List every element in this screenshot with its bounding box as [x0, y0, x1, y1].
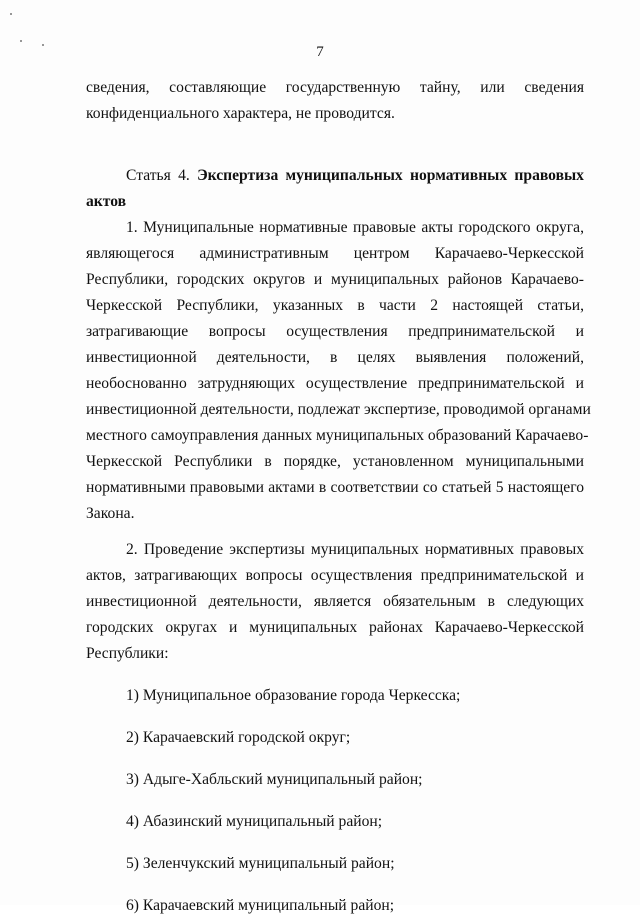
text-line: необоснованно затрудняющих осуществление предпринимательской и: [86, 375, 584, 392]
list-item: 6) Карачаевский муниципальный район;: [126, 897, 395, 914]
text-line: 2. Проведение экспертизы муниципальных нормативных правовых: [126, 541, 584, 558]
text-line: инвестиционной деятельности, подлежат экспертизе, проводимой органами: [86, 401, 591, 418]
scan-speck: [10, 13, 12, 15]
scan-speck: [20, 40, 22, 42]
text-line: 1. Муниципальные нормативные правовые акты городского округа,: [126, 219, 584, 236]
text-line: Республики, городских округов и муниципальных районов Карачаево-: [86, 271, 584, 288]
text-line: нормативными правовыми актами в соответствии со статьей 5 настоящего: [86, 479, 584, 496]
document-body: [86, 75, 591, 919]
article-label: Статья 4.: [126, 167, 190, 184]
text-line: местного самоуправления данных муниципальных образований Карачаево-: [86, 427, 589, 444]
text-line: инвестиционной деятельности, является обязательным в следующих: [86, 593, 584, 610]
text-line: конфиденциального характера, не проводится.: [86, 105, 395, 122]
text-line: инвестиционной деятельности, в целях выявления положений,: [86, 349, 584, 366]
list-item: 2) Карачаевский городской округ;: [126, 729, 351, 746]
list-item: 5) Зеленчукский муниципальный район;: [126, 855, 395, 872]
text-line: являющегося административным центром Карачаево-Черкесской: [86, 245, 584, 262]
list-item: 1) Муниципальное образование города Черкесска;: [126, 687, 461, 704]
article-title: Экспертиза муниципальных нормативных правовых: [197, 167, 584, 184]
text-line: Черкесской Республики, указанных в части 2 настоящей статьи,: [86, 297, 584, 314]
list-item: 3) Адыге-Хабльский муниципальный район;: [126, 771, 423, 788]
text-line: актов, затрагивающих вопросы осуществления предпринимательской и: [86, 567, 584, 584]
text-line: затрагивающие вопросы осуществления предпринимательской и: [86, 323, 584, 340]
page-number: 7: [316, 44, 324, 60]
text-line: городских округах и муниципальных районах Карачаево-Черкесской: [86, 619, 584, 636]
article-title-continued: актов: [86, 193, 127, 210]
list-item: 4) Абазинский муниципальный район;: [126, 813, 383, 830]
article-heading: [86, 163, 584, 189]
text-line: Закона.: [86, 505, 135, 522]
text-line: Республики:: [86, 645, 169, 662]
text-line: сведения, составляющие государственную тайну, или сведения: [86, 79, 584, 96]
text-line: Черкесской Республики в порядке, установленном муниципальными: [86, 453, 584, 470]
